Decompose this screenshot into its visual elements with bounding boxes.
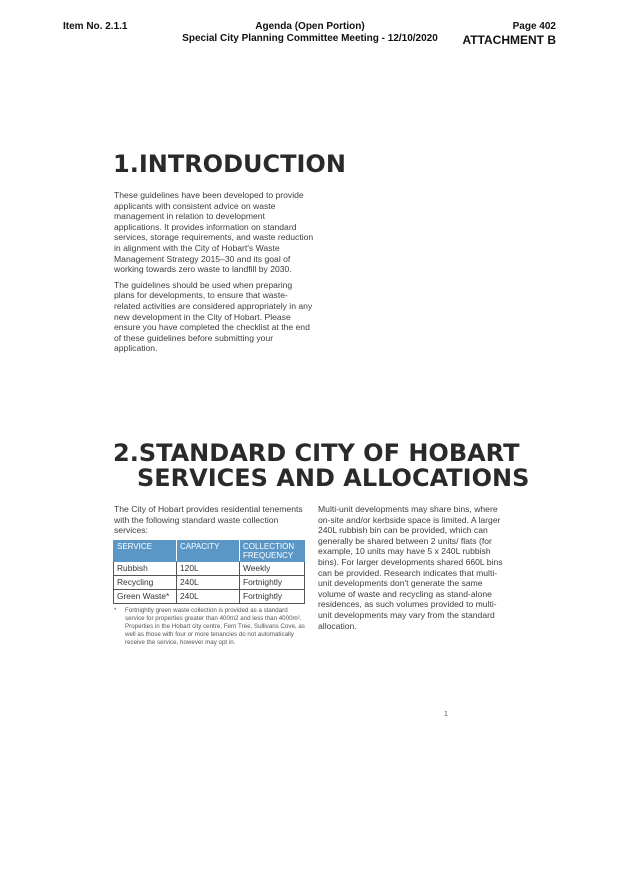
meeting-title: Special City Planning Committee Meeting - 12/10/2020: [182, 33, 438, 44]
intro-paragraph: These guidelines have been developed to provide applicants with consistent advice on waste management in relation to development applications. It provides information on standard services, storage requirements, and waste reduction in alignment with the City of Hobart's Waste Management Strategy 2015–30 and its goal of working towards zero waste to landfill by 2030.: [114, 190, 314, 275]
item-number: Item No. 2.1.1: [63, 21, 128, 32]
attachment-label: ATTACHMENT B: [462, 33, 556, 47]
cell-frequency: Fortnightly: [240, 590, 305, 604]
col-capacity: CAPACITY: [177, 541, 240, 562]
cell-capacity: 120L: [177, 562, 240, 576]
table-footnote: [114, 607, 306, 647]
services-table: [113, 540, 305, 604]
services-lead: The City of Hobart provides residential tenements with the following standard waste collection services:: [114, 504, 303, 536]
footnote-text: Fortnightly green waste collection is provided as a standard service for properties greater than 400m2 and less than 4000m². Properties in the Hobart city centre, Fern Tree, Sullivans Cove, as well as those with four or more tenancies do not automatically receive the service, however may opt in.: [125, 607, 305, 646]
table-row: [114, 562, 305, 576]
col-service: SERVICE: [114, 541, 177, 562]
agenda-header: [150, 21, 470, 45]
page-label: Page 402: [512, 21, 556, 32]
cell-capacity: 240L: [177, 576, 240, 590]
cell-frequency: Fortnightly: [240, 576, 305, 590]
section-2-title: [113, 441, 533, 491]
page-number: 1: [444, 711, 448, 718]
intro-paragraph: The guidelines should be used when preparing plans for developments, to ensure that waste-related activities are considered appropriately in any new development in the City of Hobart. Please ensure you have completed the checklist at the end of these guidelines before submitting your application.: [114, 279, 313, 354]
agenda-title: Agenda (Open Portion): [255, 21, 365, 32]
footnote-marker: *: [114, 607, 117, 614]
cell-service: Rubbish: [114, 562, 177, 576]
table-header-row: [114, 541, 305, 562]
introduction-body: [114, 190, 314, 359]
multi-unit-paragraph: Multi-unit developments may share bins, where on-site and/or kerbside space is limited. A larger 240L rubbish bin can be provided, which can generally be shared between 2 units/ flats (for example, 10 units may have 5 x 240L rubbish bins). For larger developments shared 660L bins can be provided. Research indicates that multi-unit developments don't generate the same volume of waste and recycling as stand-alone residences, as such volumes provided to multi-unit developments may vary from the standard allocation.: [318, 504, 503, 631]
table-row: [114, 576, 305, 590]
section-1-title: 1.INTRODUCTION: [113, 150, 346, 178]
page-header: [462, 21, 556, 47]
cell-service: Recycling: [114, 576, 177, 590]
cell-capacity: 240L: [177, 590, 240, 604]
cell-frequency: Weekly: [240, 562, 305, 576]
cell-service: Green Waste*: [114, 590, 177, 604]
section-2-title-line-1: 2.STANDARD CITY OF HOBART: [113, 439, 520, 467]
table-row: [114, 590, 305, 604]
col-frequency: COLLECTION FREQUENCY: [240, 541, 305, 562]
section-2-title-line-2: SERVICES AND ALLOCATIONS: [137, 464, 530, 492]
